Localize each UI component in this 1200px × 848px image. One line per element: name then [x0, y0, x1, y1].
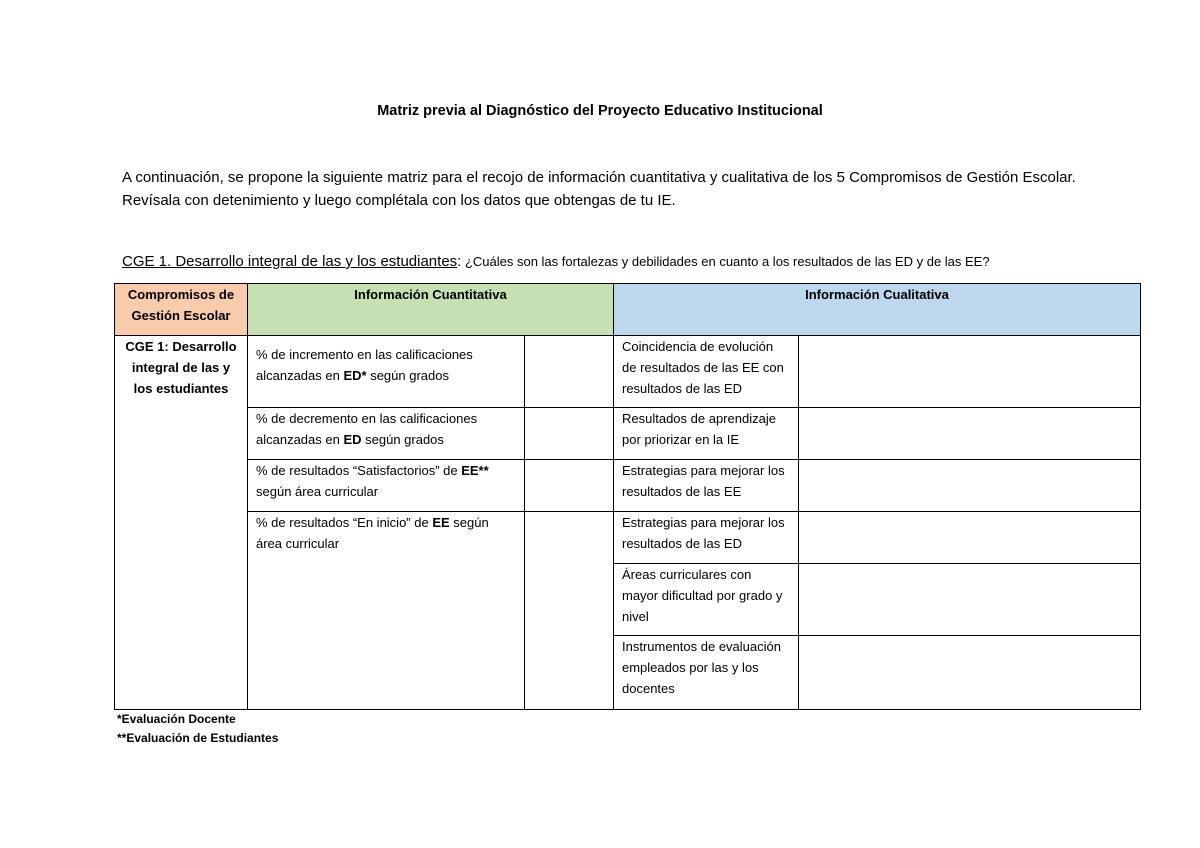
- quantitative-value-cell[interactable]: [525, 512, 614, 710]
- qualitative-indicator: Coincidencia de evolución de resultados de las EE con resultados de las ED: [614, 336, 799, 408]
- quantitative-indicator: % de resultados “Satisfactorios” de EE** según área curricular: [248, 460, 525, 512]
- cge-heading-colon: :: [457, 253, 462, 270]
- cge-heading-label: CGE 1. Desarrollo integral de las y los estudiantes: [122, 253, 458, 270]
- qualitative-value-cell[interactable]: [799, 336, 1141, 408]
- intro-paragraph: A continuación, se propone la siguiente matriz para el recojo de información cuantitativa y cualitativa de los 5 Compromisos de Gestión Escolar. Revísala con detenimiento y luego complétala con los datos que obtengas de tu IE.: [122, 169, 1076, 209]
- header-cuantitativa: Información Cuantitativa: [248, 284, 614, 336]
- quantitative-value-cell[interactable]: [525, 408, 614, 460]
- header-row: [115, 284, 1141, 336]
- diagnostic-matrix: [114, 283, 1141, 710]
- qualitative-value-cell[interactable]: [799, 564, 1141, 636]
- footnote-ee: **Evaluación de Estudiantes: [117, 731, 279, 745]
- quantitative-indicator: % de decremento en las calificaciones alcanzadas en ED según grados: [248, 408, 525, 460]
- qualitative-indicator: Instrumentos de evaluación empleados por las y los docentes: [614, 636, 799, 710]
- qualitative-indicator: Resultados de aprendizaje por priorizar en la IE: [614, 408, 799, 460]
- quantitative-indicator: % de resultados “En inicio” de EE según área curricular: [248, 512, 525, 710]
- document-title: Matriz previa al Diagnóstico del Proyecto Educativo Institucional: [377, 103, 823, 119]
- quantitative-value-cell[interactable]: [525, 336, 614, 408]
- qualitative-value-cell[interactable]: [799, 636, 1141, 710]
- footnote-ed: *Evaluación Docente: [117, 712, 236, 726]
- header-cualitativa: Información Cualitativa: [614, 284, 1141, 336]
- header-compromisos: Compromisos de Gestión Escolar: [115, 284, 248, 336]
- qualitative-indicator: Áreas curriculares con mayor dificultad por grado y nivel: [614, 564, 799, 636]
- table-row: [115, 460, 1141, 512]
- cge-heading: [122, 253, 1142, 271]
- cge-heading-question: ¿Cuáles son las fortalezas y debilidades en cuanto a los resultados de las ED y de las EE?: [461, 254, 990, 269]
- cge-name-cell: CGE 1: Desarrollo integral de las y los estudiantes: [115, 336, 248, 710]
- quantitative-value-cell[interactable]: [525, 460, 614, 512]
- qualitative-indicator: Estrategias para mejorar los resultados de las EE: [614, 460, 799, 512]
- footnotes: [117, 710, 278, 748]
- qualitative-indicator: Estrategias para mejorar los resultados de las ED: [614, 512, 799, 564]
- table-row: [115, 512, 1141, 564]
- quantitative-indicator: % de incremento en las calificaciones alcanzadas en ED* según grados: [248, 336, 525, 408]
- qualitative-value-cell[interactable]: [799, 408, 1141, 460]
- qualitative-value-cell[interactable]: [799, 460, 1141, 512]
- qualitative-value-cell[interactable]: [799, 512, 1141, 564]
- table-row: [115, 336, 1141, 408]
- table-row: [115, 408, 1141, 460]
